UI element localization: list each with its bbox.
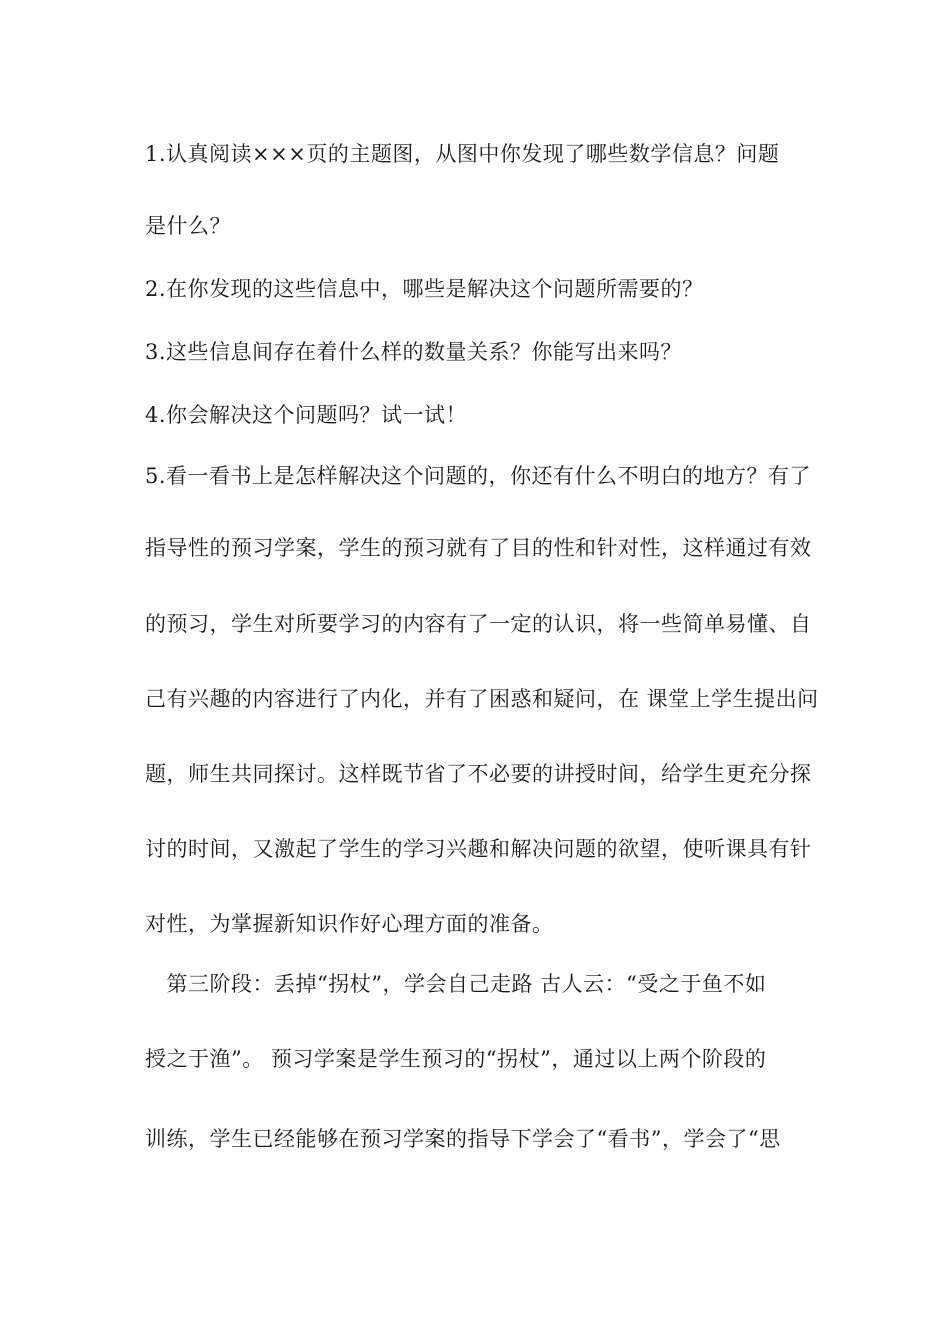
text-line: 1.认真阅读×××页的主题图，从图中你发现了哪些数学信息？问题	[145, 142, 780, 166]
text-line: 的预习，学生对所要学习的内容有了一定的认识，将一些简单易懂、自	[145, 612, 812, 636]
text-line: 训练，学生已经能够在预习学案的指导下学会了“看书”，学会了“思	[145, 1127, 781, 1151]
text-line: 题，师生共同探讨。这样既节省了不必要的讲授时间，给学生更充分探	[145, 762, 812, 786]
text-line: 己有兴趣的内容进行了内化，并有了困惑和疑问，在 课堂上学生提出问	[145, 687, 819, 711]
text-line: 是什么？	[145, 214, 231, 238]
text-line: 指导性的预习学案，学生的预习就有了目的性和针对性，这样通过有效	[145, 536, 812, 560]
text-line: 3.这些信息间存在着什么样的数量关系？你能写出来吗？	[145, 340, 683, 364]
text-line: 5.看一看书上是怎样解决这个问题的，你还有什么不明白的地方？有了	[145, 464, 812, 488]
text-line: 4.你会解决这个问题吗？试一试！	[145, 403, 468, 427]
text-line: 对性，为掌握新知识作好心理方面的准备。	[145, 912, 554, 936]
text-line: 第三阶段：丢掉“拐杖”，学会自己走路 古人云：“受之于鱼不如	[145, 972, 767, 996]
text-line: 2.在你发现的这些信息中，哪些是解决这个问题所需要的？	[145, 277, 704, 301]
text-line: 讨的时间，又激起了学生的学习兴趣和解决问题的欲望，使听课具有针	[145, 837, 812, 861]
text-line: 授之于渔”。 预习学案是学生预习的“拐杖”，通过以上两个阶段的	[145, 1047, 767, 1071]
